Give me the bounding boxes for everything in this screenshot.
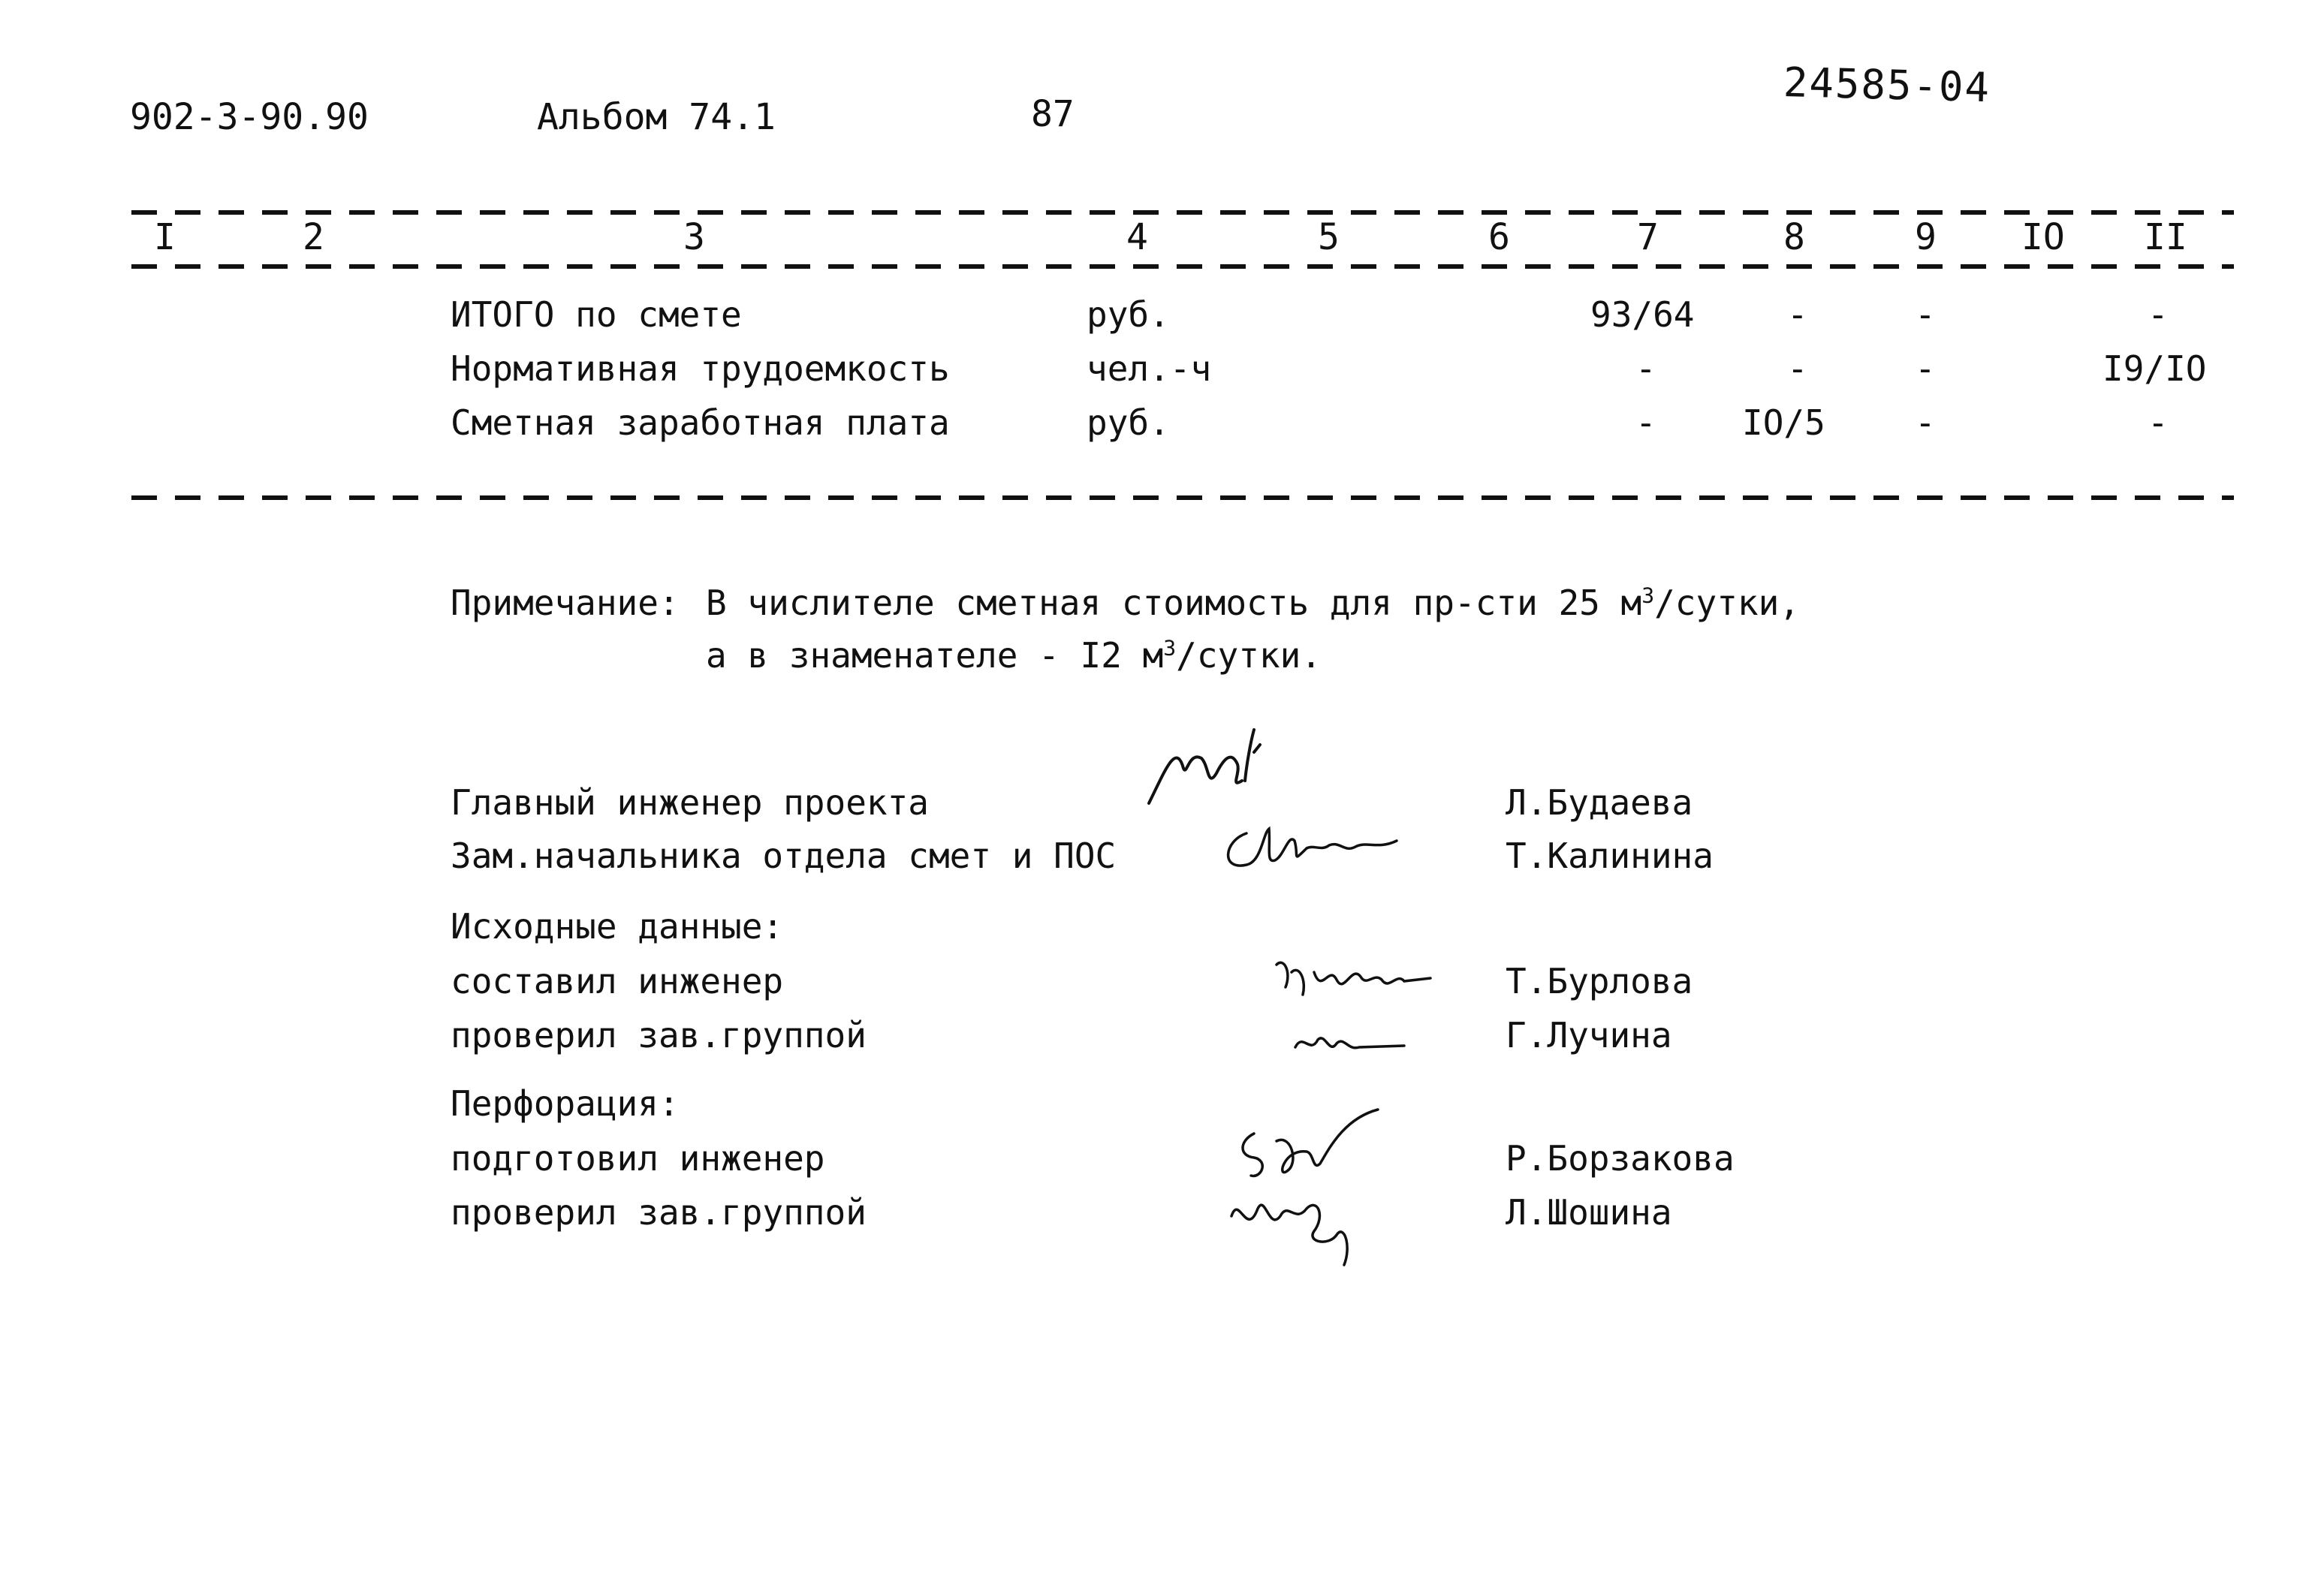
cell-col9: - xyxy=(1915,402,1936,443)
stamp-number: 24585-04 xyxy=(1783,59,1991,112)
signature-deputy xyxy=(1216,818,1412,878)
album-label: Альбом 74.1 xyxy=(537,96,776,138)
row-name: Нормативная трудоемкость xyxy=(451,348,950,389)
note-line-2-text: а в знаменателе - I2 м xyxy=(706,635,1164,676)
column-number: IO xyxy=(2021,216,2065,258)
column-number: I xyxy=(154,216,176,258)
row-name: ИТОГО по смете xyxy=(451,294,742,335)
deputy-role: Зам.начальника отдела смет и ПОС xyxy=(451,836,1117,876)
superscript: 3 xyxy=(1163,635,1177,661)
document-code: 902-3-90.90 xyxy=(130,96,369,138)
note-line-2 xyxy=(706,635,1322,676)
row-unit: руб. xyxy=(1087,402,1170,443)
note-line-1-unit: /сутки, xyxy=(1654,583,1800,623)
checked-name-2: Л.Шошина xyxy=(1506,1192,1672,1233)
cell-col11: - xyxy=(2148,402,2169,443)
cell-col9: - xyxy=(1915,294,1936,335)
compiled-role: составил инженер xyxy=(451,961,784,1001)
row-name: Сметная заработная плата xyxy=(451,402,950,443)
cell-col7: - xyxy=(1635,348,1656,389)
source-data-heading: Исходные данные: xyxy=(451,906,784,947)
cell-col7: 93/64 xyxy=(1590,294,1695,335)
cell-col7: - xyxy=(1635,402,1656,443)
checked-role-1: проверил зав.группой xyxy=(451,1015,867,1055)
signature-chief-engineer xyxy=(1141,721,1292,818)
perforation-heading: Перфорация: xyxy=(451,1083,680,1124)
column-number: 5 xyxy=(1318,216,1340,258)
cell-col8: - xyxy=(1787,348,1808,389)
row-unit: чел.-ч xyxy=(1087,348,1212,389)
prepared-name: Р.Борзакова xyxy=(1506,1138,1735,1179)
column-number: 2 xyxy=(303,216,324,258)
column-number: 7 xyxy=(1637,216,1659,258)
table-top-rule xyxy=(131,210,2234,215)
note-line-2-unit: /сутки. xyxy=(1176,635,1322,676)
row-unit: руб. xyxy=(1087,294,1170,335)
note-line-1-text: В числителе сметная стоимость для пр-сти 25 м xyxy=(706,583,1642,623)
header-bottom-rule xyxy=(131,264,2234,269)
column-number: 8 xyxy=(1783,216,1805,258)
checked-role-2: проверил зав.группой xyxy=(451,1192,867,1233)
cell-col9: - xyxy=(1915,348,1936,389)
note-label: Примечание: xyxy=(451,583,680,623)
cell-col11: I9/IO xyxy=(2103,348,2207,389)
chief-engineer-role: Главный инженер проекта xyxy=(451,782,929,823)
note-line-1 xyxy=(706,583,1800,623)
compiled-name: Т.Бурлова xyxy=(1506,961,1693,1001)
cell-col11: - xyxy=(2148,294,2169,335)
column-number: 3 xyxy=(683,216,705,258)
chief-engineer-name: Л.Будаева xyxy=(1506,782,1693,823)
signature-compiled xyxy=(1269,950,1442,1010)
column-number: II xyxy=(2144,216,2187,258)
signature-perforation xyxy=(1224,1104,1389,1269)
page-number: 87 xyxy=(1031,93,1075,135)
cell-col8: - xyxy=(1787,294,1808,335)
prepared-role: подготовил инженер xyxy=(451,1138,825,1179)
cell-col8: IO/5 xyxy=(1742,402,1825,443)
column-number: 6 xyxy=(1488,216,1510,258)
deputy-name: Т.Калинина xyxy=(1506,836,1714,876)
table-bottom-rule xyxy=(131,495,2234,500)
superscript: 3 xyxy=(1641,583,1655,608)
checked-name-1: Г.Лучина xyxy=(1506,1015,1672,1055)
signature-checked-1 xyxy=(1288,1025,1415,1062)
column-number: 9 xyxy=(1915,216,1937,258)
column-number: 4 xyxy=(1126,216,1148,258)
